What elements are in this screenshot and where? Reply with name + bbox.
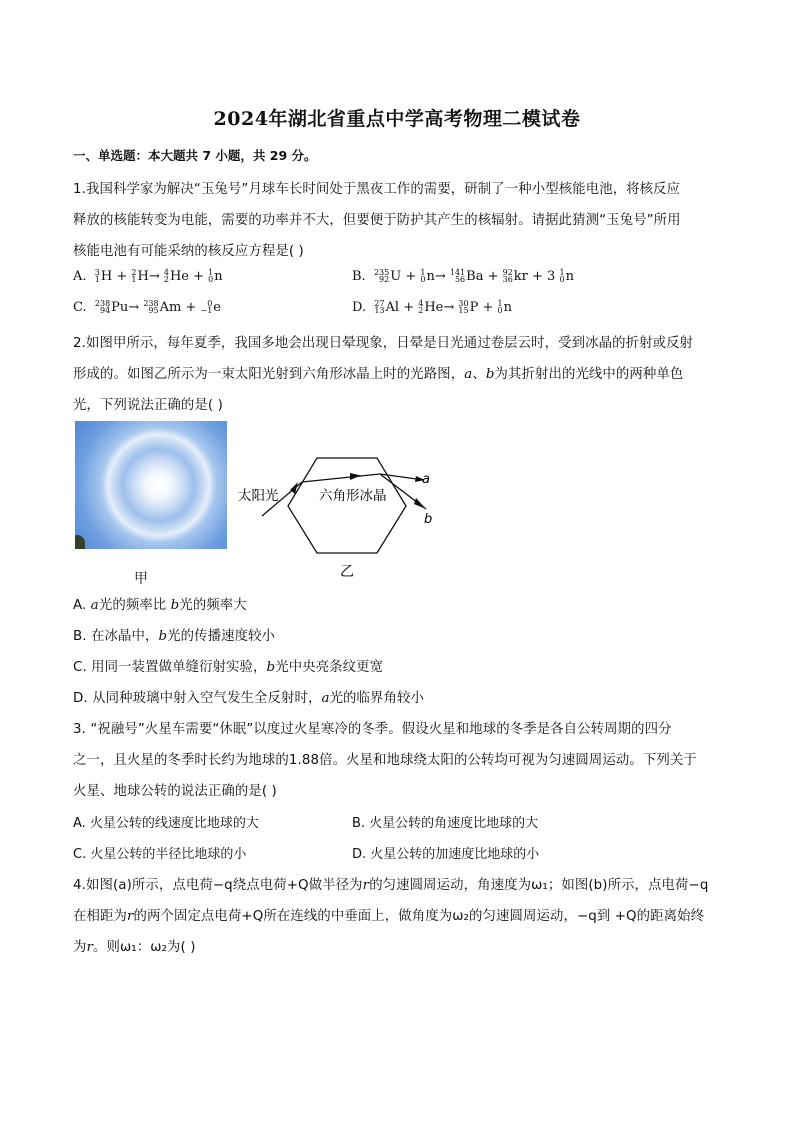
q2-line-3: 光，下列说法正确的是( ) <box>73 398 223 413</box>
ray-b-label: b <box>424 512 433 527</box>
q1-option-d: D. 27 13 Al + 4 2 He→ 30 15 P + 1 0 n <box>352 299 512 315</box>
q1-option-a: A. 3 1 H + 2 1 H→ 4 2 He + 1 0 n <box>73 268 223 284</box>
q2-option-b: B. 在冰晶中，b光的传播速度较小 <box>73 629 276 644</box>
q3-option-c: C. 火星公转的半径比地球的小 <box>73 847 247 862</box>
q3-line-2: 之一，且火星的冬季时长约为地球的1.88倍。火星和地球绕太阳的公转均可视为匀速圆周运动。下列关于 <box>73 753 697 768</box>
q3-option-a: A. 火星公转的线速度比地球的大 <box>73 816 259 831</box>
figure-yi-caption: 乙 <box>340 564 354 580</box>
section-heading: 一、单选题：本大题共 7 小题，共 29 分。 <box>73 148 317 163</box>
crystal-label: 六角形冰晶 <box>319 488 387 504</box>
sun-halo-photo <box>75 421 227 549</box>
q2-option-c: C. 用同一装置做单缝衍射实验，b光中央亮条纹更宽 <box>73 660 384 675</box>
q1-line-3: 核能电池有可能采纳的核反应方程是( ) <box>73 244 304 259</box>
q3-option-b: B. 火星公转的角速度比地球的大 <box>352 816 539 831</box>
q3-line-3: 火星、地球公转的说法正确的是( ) <box>73 784 277 799</box>
q3-option-d: D. 火星公转的加速度比地球的小 <box>352 847 540 862</box>
q3-line-1: 3. “祝融号”火星车需要“休眠”以度过火星寒冷的冬季。假设火星和地球的冬季是各自公转周期的四分 <box>73 722 672 737</box>
q4-line-2: 在相距为r的两个固定点电荷+Q所在连线的中垂面上，做角度为ω₂的匀速圆周运动，−q到 +Q的距离始终 <box>73 909 705 924</box>
q1-line-2: 释放的核能转变为电能，需要的功率并不大，但要便于防护其产生的核辐射。请据此猜测“玉兔号”所用 <box>73 213 681 228</box>
q1-option-c: C. 238 94 Pu→ 238 95 Am + 0 −1 e <box>73 299 221 315</box>
q4-line-3: 为r。则ω₁：ω₂为( ) <box>73 940 196 955</box>
q1-option-b: B. 235 92 U + 1 0 n→ 141 56 Ba + 92 36 kr + 3 1 0 n <box>352 268 574 284</box>
ray-a-label: a <box>422 472 430 487</box>
q2-option-d: D. 从同种玻璃中射入空气发生全反射时，a光的临界角较小 <box>73 691 424 706</box>
foliage-corner <box>75 535 85 549</box>
q2-line-1: 2.如图甲所示，每年夏季，我国多地会出现日晕现象，日晕是日光通过卷层云时，受到冰晶的折射或反射 <box>73 336 694 351</box>
q1-line-1: 1.我国科学家为解决“玉兔号”月球车长时间处于黑夜工作的需要，研制了一种小型核能电池，将核反应 <box>73 182 681 197</box>
q4-line-1: 4.如图(a)所示，点电荷−q绕点电荷+Q做半径为r的匀速圆周运动，角速度为ω₁；如图(b)所示，点电荷−q <box>73 878 709 893</box>
ice-crystal-diagram <box>230 450 450 585</box>
q2-option-a: A. a光的频率比 b光的频率大 <box>73 598 247 613</box>
figure-jia-caption: 甲 <box>134 571 148 587</box>
refracted-ray <box>302 474 380 482</box>
hexagon-crystal <box>288 458 406 553</box>
sunlight-label: 太阳光 <box>238 488 279 504</box>
q2-line-2: 形成的。如图乙所示为一束太阳光射到六角形冰晶上时的光路图，a、b为其折射出的光线中的两种单色 <box>73 367 684 382</box>
page-title: 2024年湖北省重点中学高考物理二模试卷 <box>213 108 581 130</box>
